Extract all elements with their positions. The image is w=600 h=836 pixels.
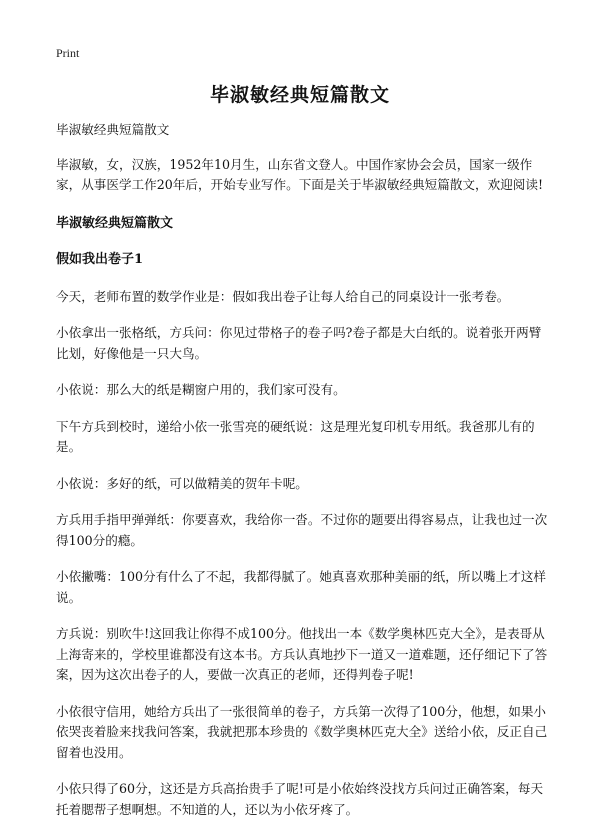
paragraph: 小依只得了60分，这还是方兵高抬贵手了呢!可是小依始终没找方兵问过正确答案，每天托着腮帮子想啊想。不知道的人，还以为小依牙疼了。: [56, 781, 544, 817]
paragraph: 小依撇嘴：100分有什么了不起，我都得腻了。她真喜欢那种美丽的纸，所以嘴上才这样说。: [56, 569, 547, 605]
intro-paragraph: 毕淑敏，女，汉族，1952年10月生，山东省文登人。中国作家协会会员，国家一级作家，从事医学工作20年后，开始专业写作。下面是关于毕淑敏经典短篇散文，欢迎阅读!: [56, 156, 544, 192]
paragraph: 方兵用手指甲弹弹纸：你要喜欢，我给你一沓。不过你的题要出得容易点，让我也过一次得100分的瘾。: [56, 512, 548, 548]
paragraph: 小依很守信用，她给方兵出了一张很简单的卷子，方兵第一次得了100分，他想，如果小依哭丧着脸来找我问答案，我就把那本珍贵的《数学奥林匹克大全》送给小依，反正自己留着也没用。: [56, 703, 548, 760]
section-heading: 毕淑敏经典短篇散文: [56, 215, 174, 231]
paragraph: 下午方兵到校时，递给小依一张雪亮的硬纸说：这是理光复印机专用纸。我爸那儿有的是。: [56, 418, 535, 454]
paragraph: 小依拿出一张格纸，方兵问：你见过带格子的卷子吗?卷子都是大白纸的。说着张开两臂比划，好像他是一只大鸟。: [56, 325, 542, 361]
paragraph: 小依说：那么大的纸是糊窗户用的，我们家可没有。: [56, 382, 346, 397]
article-body: [56, 120, 548, 836]
subtitle: 毕淑敏经典短篇散文: [56, 122, 170, 137]
paragraph: 方兵说：别吹牛!这回我让你得不成100分。他找出一本《数学奥林匹克大全》，是表哥从上海寄来的，学校里谁都没有这本书。方兵认真地抄下一道又一道难题，还仔细记下了答案，因为这次出卷子的人，要做一次真正的老师，还得判卷子呢!: [56, 626, 548, 682]
paragraph: 今天，老师布置的数学作业是：假如我出卷子让每人给自己的同桌设计一张考卷。: [56, 288, 510, 304]
chapter-heading: 假如我出卷子1: [56, 252, 144, 267]
page-title: 毕淑敏经典短篇散文: [209, 84, 390, 106]
paragraph: 小依说：多好的纸，可以做精美的贺年卡呢。: [56, 475, 308, 491]
print-label: Print: [56, 46, 80, 60]
